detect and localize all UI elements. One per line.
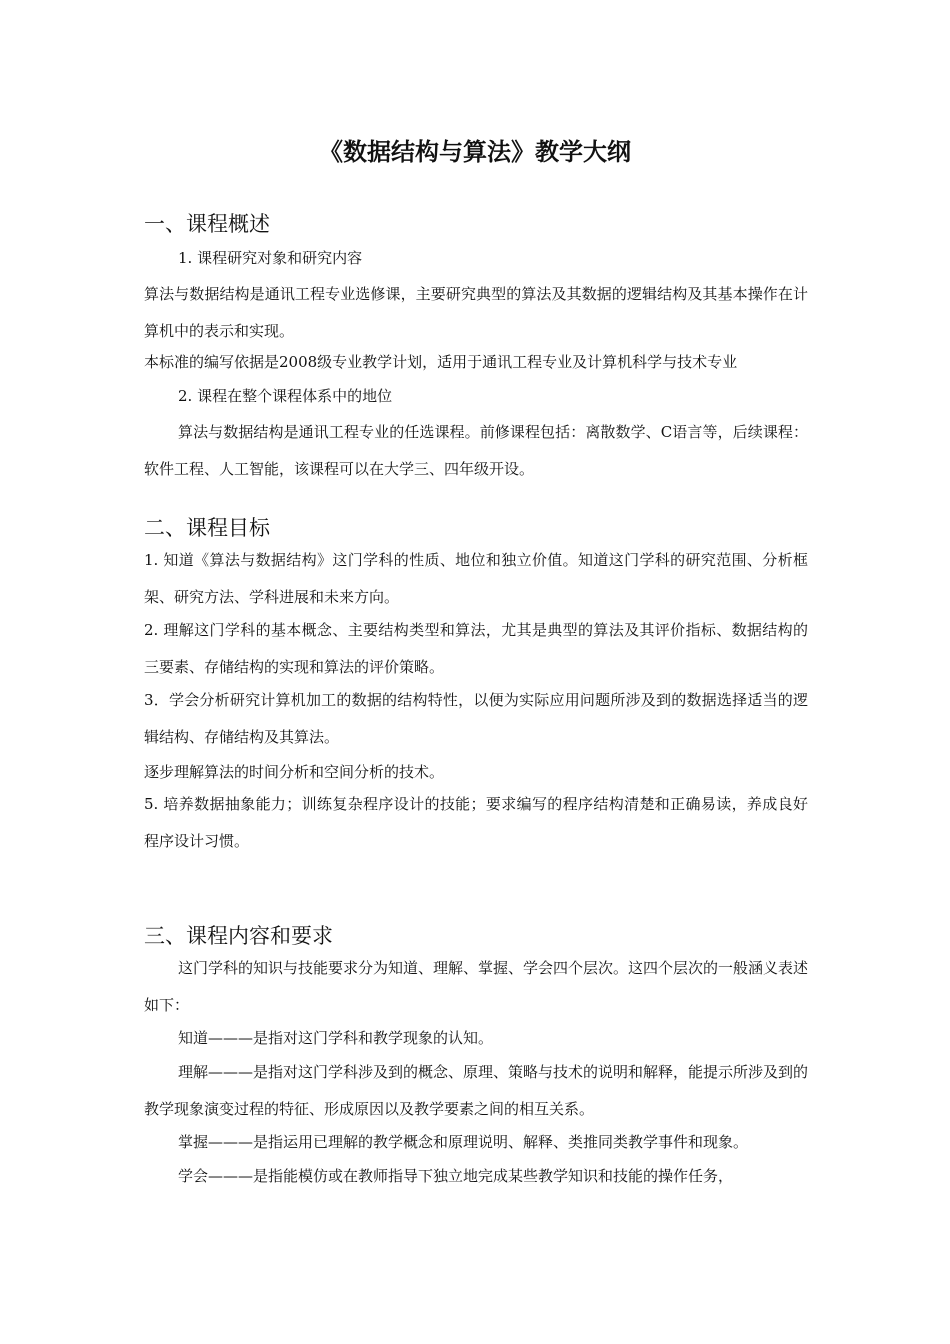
paragraph-levels: 这门学科的知识与技能要求分为知道、理解、掌握、学会四个层次。这四个层次的一般涵义表述如下： [144,959,809,1014]
paragraph-position: 算法与数据结构是通讯工程专业的任选课程。前修课程包括：离散数学、C语言等，后续课程：软件工程、人工智能，该课程可以在大学三、四年级开设。 [144,423,808,478]
goal-item-1: 1. 知道《算法与数据结构》这门学科的性质、地位和独立价值。知道这门学科的研究范围、分析框架、研究方法、学科进展和未来方向。 [144,551,808,606]
goal-item-2: 2. 理解这门学科的基本概念、主要结构类型和算法，尤其是典型的算法及其评价指标、数据结构的三要素、存储结构的实现和算法的评价策略。 [144,621,808,676]
paragraph-master: 掌握———是指运用已理解的教学概念和原理说明、解释、类推同类教学事件和现象。 [178,1133,749,1151]
paragraph-understand: 理解———是指对这门学科涉及到的概念、原理、策略与技术的说明和解释，能提示所涉及到的教学现象演变过程的特征、形成原因以及教学要素之间的相互关系。 [144,1063,809,1118]
paragraph-know: 知道———是指对这门学科和教学现象的认知。 [178,1029,494,1047]
paragraph-intro: 算法与数据结构是通讯工程专业选修课，主要研究典型的算法及其数据的逻辑结构及其基本操作在计算机中的表示和实现。 [144,285,808,340]
goal-item-3: 3．学会分析研究计算机加工的数据的结构特性，以便为实际应用问题所涉及到的数据选择适当的逻辑结构、存储结构及其算法。 [144,691,808,746]
paragraph-learn: 学会———是指能模仿或在教师指导下独立地完成某些教学知识和技能的操作任务， [178,1167,734,1185]
section-heading-content: 三、课程内容和要求 [144,924,333,948]
goal-item-5: 5. 培养数据抽象能力；训练复杂程序设计的技能；要求编写的程序结构清楚和正确易读，养成良好程序设计习惯。 [144,795,808,850]
paragraph-basis: 本标准的编写依据是2008级专业教学计划，适用于通讯工程专业及计算机科学与技术专业 [144,353,738,371]
document-title: 《数据结构与算法》教学大纲 [319,138,631,166]
section-heading-goals: 二、课程目标 [144,516,270,540]
subheading-position: 2. 课程在整个课程体系中的地位 [178,387,393,405]
goal-item-4: 逐步理解算法的时间分析和空间分析的技术。 [144,763,445,781]
section-heading-overview: 一、课程概述 [144,212,270,236]
subheading-research-object: 1. 课程研究对象和研究内容 [178,249,363,267]
